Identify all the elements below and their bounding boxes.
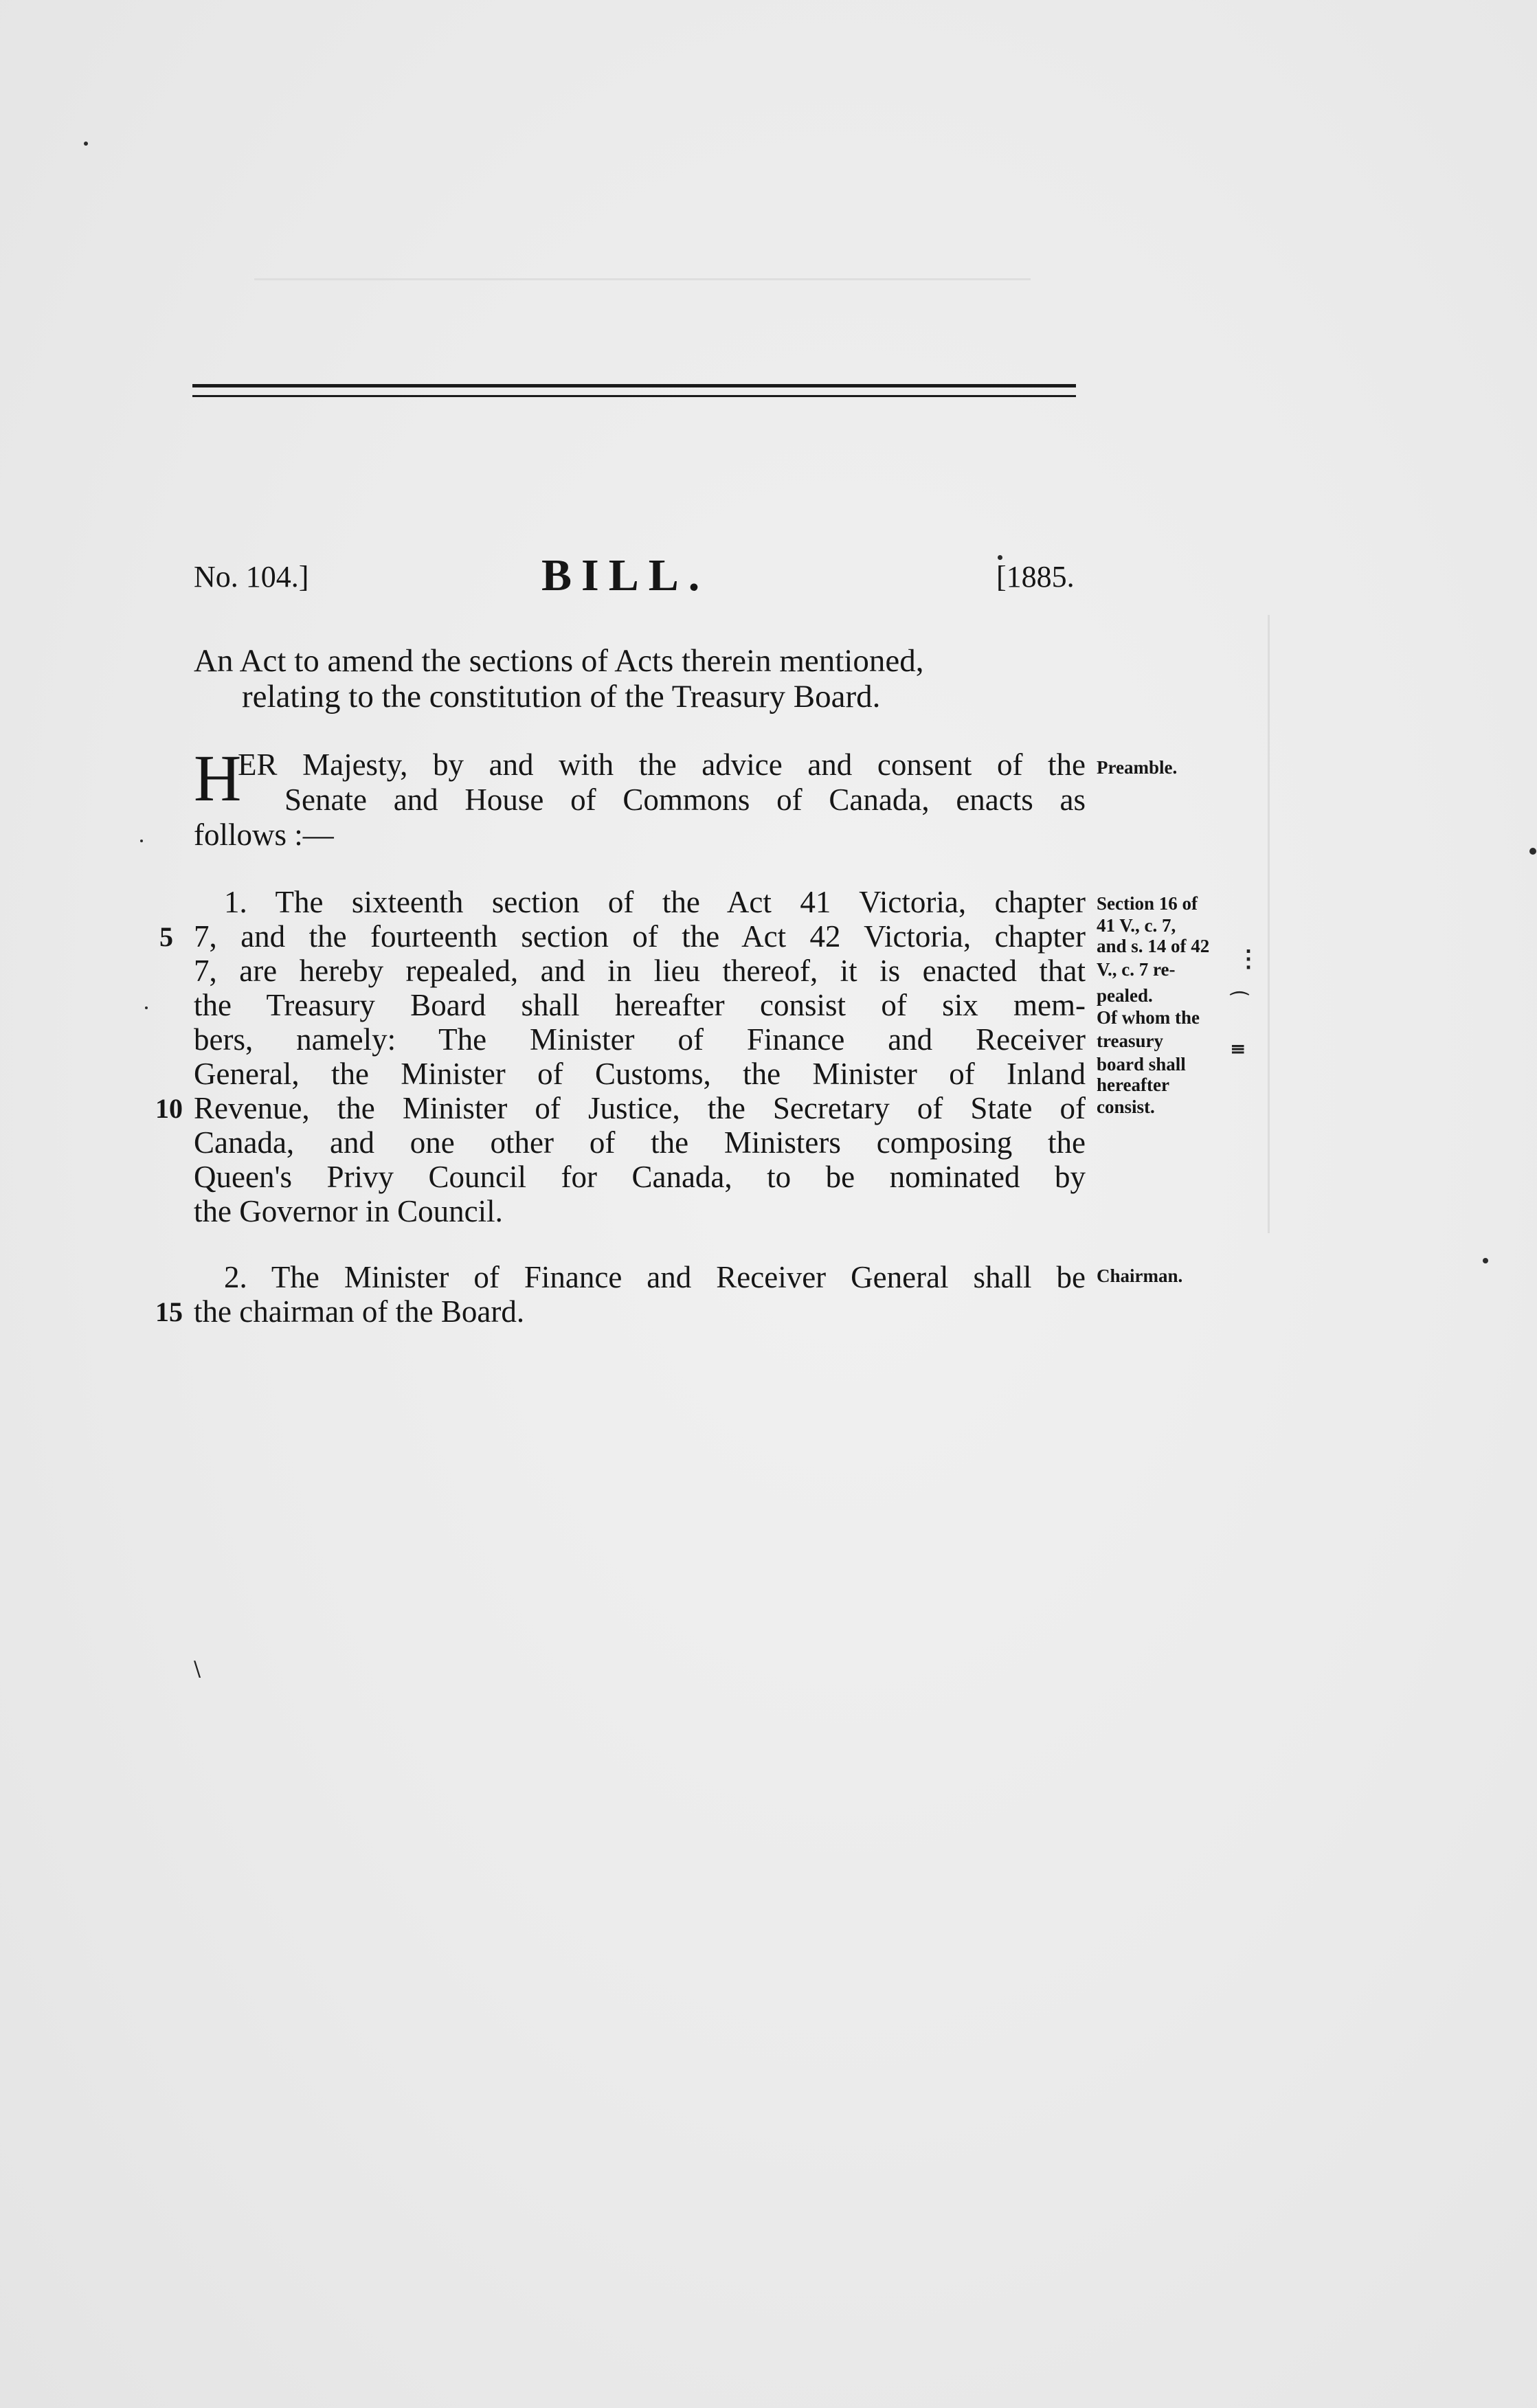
margin-note-section1-line-3: and s. 14 of 42	[1097, 936, 1210, 956]
preamble-line-1: ER Majesty, by and with the advice and consent of the	[238, 747, 1086, 782]
bleed-through-rule	[254, 278, 1031, 280]
section-1-line-8: Canada, and one other of the Ministers composing the	[194, 1125, 1086, 1160]
bleed-through-frame	[1268, 615, 1270, 1233]
margin-note-section1-line-8: board shall	[1097, 1054, 1186, 1074]
line-number-5: 5	[159, 921, 173, 952]
margin-note-chairman: Chairman.	[1097, 1265, 1183, 1286]
preamble-line-2: Senate and House of Commons of Canada, enacts as	[284, 783, 1086, 817]
section-1-line-9: Queen's Privy Council for Canada, to be nominated by	[194, 1160, 1086, 1194]
section-1-line-7: Revenue, the Minister of Justice, the Secretary of State of	[194, 1091, 1086, 1125]
bracket-mark: ≡	[1230, 1037, 1246, 1060]
margin-note-section1-line-1: Section 16 of	[1097, 893, 1198, 914]
margin-note-section1-line-6: Of whom the	[1097, 1007, 1200, 1028]
ink-speck	[998, 555, 1002, 560]
section-1-line-6: General, the Minister of Customs, the Minister of Inland	[194, 1057, 1086, 1091]
ink-speck	[1483, 1258, 1488, 1263]
margin-note-section1-line-4: V., c. 7 re-	[1097, 959, 1176, 980]
bill-number: No. 104.]	[194, 560, 309, 594]
section-1-line-2: 7, and the fourteenth section of the Act 42 Victoria, chapter	[194, 919, 1086, 954]
margin-note-section1-line-5: pealed.	[1097, 985, 1153, 1006]
margin-note-section1-line-10: consist.	[1097, 1096, 1155, 1117]
section-2-line-1: 2. The Minister of Finance and Receiver General shall be	[224, 1260, 1086, 1294]
section-2-line-2: the chairman of the Board.	[194, 1294, 525, 1329]
act-title-line-2: relating to the constitution of the Treasury Board.	[242, 679, 881, 714]
preamble-line-3: follows :—	[194, 818, 334, 852]
section-1-line-1: 1. The sixteenth section of the Act 41 Victoria, chapter	[224, 885, 1086, 919]
bracket-mark: ⋮	[1237, 945, 1260, 973]
preamble-dropcap: H	[194, 741, 242, 815]
margin-note-section1-line-2: 41 V., c. 7,	[1097, 915, 1176, 936]
line-number-15: 15	[155, 1296, 183, 1327]
line-number-10: 10	[155, 1093, 183, 1124]
margin-note-section1-line-9: hereafter	[1097, 1074, 1169, 1095]
stray-mark: \	[194, 1657, 201, 1681]
ink-speck	[145, 1006, 148, 1009]
bill-year: [1885.	[996, 560, 1075, 594]
bill-title: BILL.	[541, 550, 710, 600]
section-1-line-3: 7, are hereby repealed, and in lieu thereof, it is enacted that	[194, 954, 1086, 988]
top-double-rule-thin	[192, 395, 1076, 397]
ink-speck	[84, 142, 88, 146]
ink-speck	[140, 840, 143, 842]
margin-note-preamble: Preamble.	[1097, 757, 1178, 778]
top-double-rule-thick	[192, 384, 1076, 387]
bracket-mark: ⌒	[1230, 990, 1250, 1013]
bill-header	[194, 550, 1087, 611]
section-1-line-10: the Governor in Council.	[194, 1194, 503, 1228]
section-1-line-4: the Treasury Board shall hereafter consist of six mem-	[194, 988, 1086, 1022]
ink-speck	[1529, 848, 1536, 855]
section-1-line-5: bers, namely: The Minister of Finance and Receiver	[194, 1022, 1086, 1057]
act-title-line-1: An Act to amend the sections of Acts therein mentioned,	[194, 643, 924, 679]
margin-note-section1-line-7: treasury	[1097, 1031, 1163, 1051]
bleed-through-text	[563, 419, 577, 482]
